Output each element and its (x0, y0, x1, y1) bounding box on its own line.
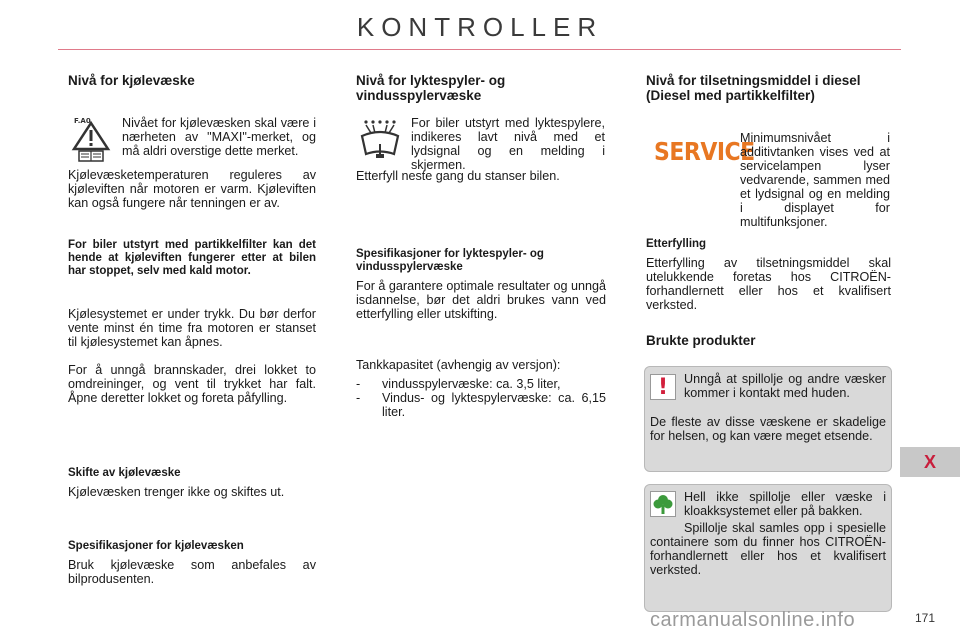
warning-line1: Unngå at spillolje og andre væsker kommer i kontakt med huden. (684, 372, 886, 400)
page-number: 171 (915, 611, 936, 625)
used-products-heading: Brukte produkter (646, 333, 756, 348)
capacity-item: - Vindus- og lyktespylervæske: ca. 6,15 liter. (356, 391, 606, 419)
coolant-intro: Nivået for kjølevæsken skal være i nærheten av "MAXI"-merket, og må aldri overstige dette merket. (122, 116, 316, 158)
title-divider (58, 49, 901, 50)
washer-fluid-icon (358, 118, 402, 160)
washer-spec-heading: Spesifikasjoner for lyktespyler- og vindusspylervæske (356, 248, 544, 273)
page-title: KONTROLLER (356, 12, 604, 42)
coolant-change-text: Kjølevæsken trenger ikke og skiftes ut. (68, 485, 285, 499)
eco-line1: Hell ikke spillolje eller væske i kloakksystemet eller på bakken. (684, 490, 886, 518)
exclamation-icon: ! (650, 374, 676, 400)
additive-intro-part (740, 131, 890, 229)
watermark: carmanualsonline.info (650, 609, 856, 631)
additive-heading: Nivå for tilsetningsmiddel i diesel (Diesel med partikkelfilter) (646, 73, 861, 103)
particle-filter-note: For biler utstyrt med partikkelfilter kan det hende at kjøleviften fungerer etter at bilen har stoppet, selv med kald motor. (68, 239, 316, 277)
svg-text:F.A0: F.A0 (74, 117, 91, 125)
chapter-tab[interactable]: X (900, 447, 960, 477)
service-label: SERVICE (654, 138, 755, 167)
refill-heading: Etterfylling (646, 238, 707, 250)
capacity-item: - vindusspylervæske: ca. 3,5 liter, (356, 377, 606, 391)
washer-heading: Nivå for lyktespyler- og vindusspylervæske (356, 73, 506, 103)
coolant-change-heading: Skifte av kjølevæske (68, 467, 181, 479)
warning-line2: De fleste av disse væskene er skadelige for helsen, og kan være meget etsende. (650, 415, 886, 443)
tree-icon (650, 491, 676, 517)
washer-spec-text: For å garantere optimale resultater og unngå isdannelse, bør det aldri brukes vann ved etterfylling eller utskifting. (356, 279, 606, 321)
coolant-para-burn: For å unngå brannskader, drei lokket to omdreininger, og vent til trykket har falt. Åpne deretter lokket og foreta påfylling. (68, 363, 316, 405)
additive-intro: Minimumsnivået i additivtanken vises ved at servicelampen lyser vedvarende, sammen med et lydsignal og en melding i displayet for multifunksjoner. (740, 131, 890, 229)
coolant-spec-heading: Spesifikasjoner for kjølevæsken (68, 540, 244, 552)
coolant-section (68, 73, 316, 88)
capacity-intro: Tankkapasitet (avhengig av versjon): (356, 358, 561, 372)
capacity-list (356, 377, 606, 419)
washer-intro: For biler utstyrt med lyktespylere, indikeres lavt nivå med et lydsignal og en melding i skjermen. (411, 116, 605, 172)
coolant-heading: Nivå for kjølevæske (68, 73, 195, 88)
washer-refill-text: Etterfyll neste gang du stanser bilen. (356, 169, 560, 183)
coolant-para-pressure: Kjølesystemet er under trykk. Du bør derfor vente minst én time fra motoren er stanset til kjølesystemet kan åpnes. (68, 307, 316, 349)
coolant-warning-icon (70, 115, 112, 163)
eco-line2: Spillolje skal samles opp i spesielle containere som du finner hos CITROËN-forhandlernett eller hos et kvalifisert verksted. (650, 521, 886, 577)
refill-text: Etterfylling av tilsetningsmiddel skal utelukkende foretas hos CITROËN-forhandlernett eller hos et kvalifisert verksted. (646, 256, 891, 312)
coolant-para-fan: Kjølevæsketemperaturen reguleres av kjøleviften når motoren er varm. Kjøleviften kan også fungere når tenningen er av. (68, 168, 316, 210)
coolant-spec-text: Bruk kjølevæske som anbefales av bilprodusenten. (68, 558, 316, 586)
